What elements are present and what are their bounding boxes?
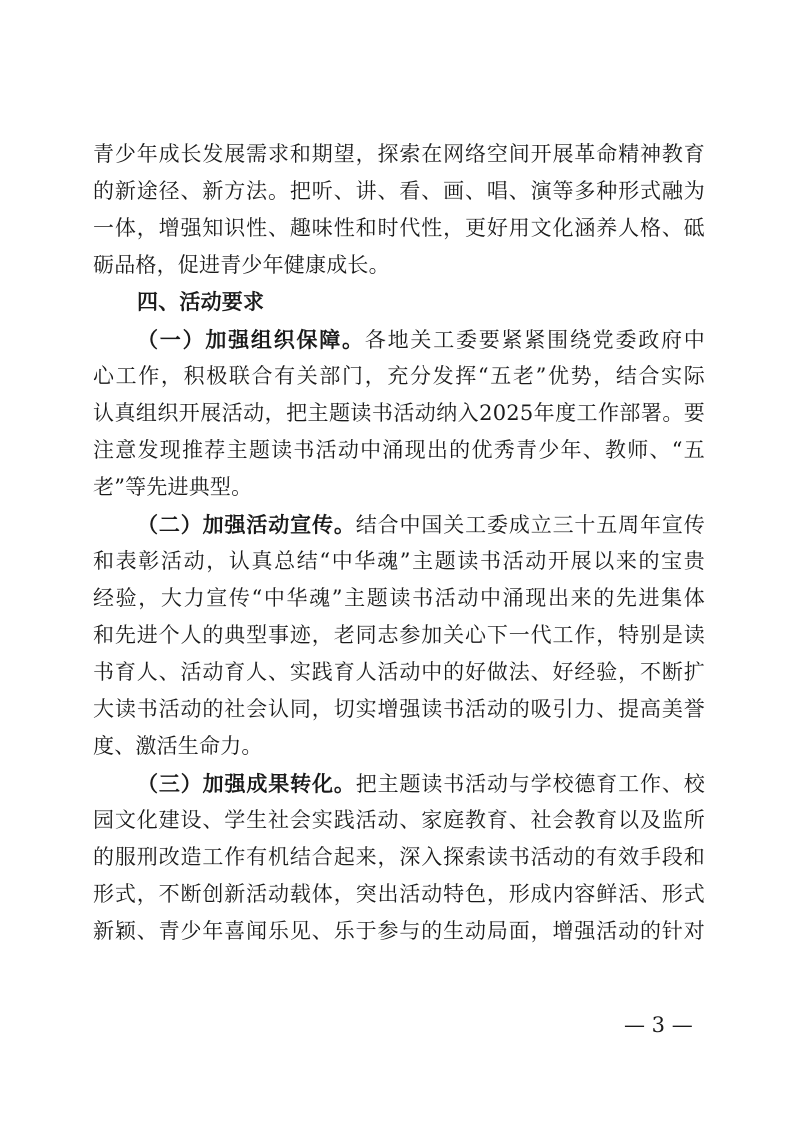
- text-line: 形式，不断创新活动载体，突出活动特色，形成内容鲜活、形式: [93, 882, 705, 906]
- text-line: 和表彰活动，认真总结“中华魂”主题读书活动开展以来的宝贵: [93, 549, 705, 573]
- paragraph-first-text: 把主题读书活动与学校德育工作、校: [355, 772, 705, 796]
- text-line: 老”等先进典型。: [93, 475, 253, 499]
- text-line: 的服刑改造工作有机结合起来，深入探索读书活动的有效手段和: [93, 845, 705, 869]
- text-line: 一体，增强知识性、趣味性和时代性，更好用文化涵养人格、砥: [93, 216, 705, 240]
- text-line: 砺品格，促进青少年健康成长。: [93, 253, 390, 277]
- paragraph-organization: [93, 321, 705, 506]
- paragraph-first-text: 各地关工委要紧紧围绕党委政府中: [364, 328, 706, 352]
- page-number: — 3 —: [624, 1013, 693, 1037]
- text-line: 青少年成长发展需求和期望，探索在网络空间开展革命精神教育: [93, 142, 705, 166]
- text-line: 和先进个人的典型事迹，老同志参加关心下一代工作，特别是读: [93, 623, 705, 647]
- paragraph-first-line: [93, 321, 705, 358]
- paragraph-lead: （一）加强组织保障。: [137, 327, 365, 352]
- text-line: 新颖、青少年喜闻乐见、乐于参与的生动局面，增强活动的针对: [93, 919, 705, 943]
- paragraph-first-line: [93, 765, 705, 802]
- document-body: [93, 136, 705, 950]
- paragraph-publicity: [93, 506, 705, 765]
- text-line: 认真组织开展活动，把主题读书活动纳入2025年度工作部署。要: [93, 401, 705, 425]
- paragraph-first-text: 结合中国关工委成立三十五周年宣传: [355, 513, 705, 537]
- text-line: 注意发现推荐主题读书活动中涌现出的优秀青少年、教师、“五: [93, 438, 705, 462]
- paragraph-results: [93, 765, 705, 950]
- intro-paragraph: [93, 136, 705, 284]
- section-heading: 四、活动要求: [137, 290, 265, 314]
- paragraph-first-line: [93, 506, 705, 543]
- text-line: 度、激活生命力。: [93, 734, 263, 758]
- text-line: 经验，大力宣传“中华魂”主题读书活动中涌现出来的先进集体: [93, 586, 705, 610]
- text-line: 大读书活动的社会认同，切实增强读书活动的吸引力、提高美誉: [93, 697, 705, 721]
- text-line: 书育人、活动育人、实践育人活动中的好做法、好经验，不断扩: [93, 660, 705, 684]
- text-line: 园文化建设、学生社会实践活动、家庭教育、社会教育以及监所: [93, 808, 705, 832]
- text-line: 的新途径、新方法。把听、讲、看、画、唱、演等多种形式融为: [93, 179, 705, 203]
- paragraph-lead: （二）加强活动宣传。: [137, 512, 356, 537]
- text-line: 心工作，积极联合有关部门，充分发挥“五老”优势，结合实际: [93, 364, 705, 388]
- paragraph-lead: （三）加强成果转化。: [137, 771, 356, 796]
